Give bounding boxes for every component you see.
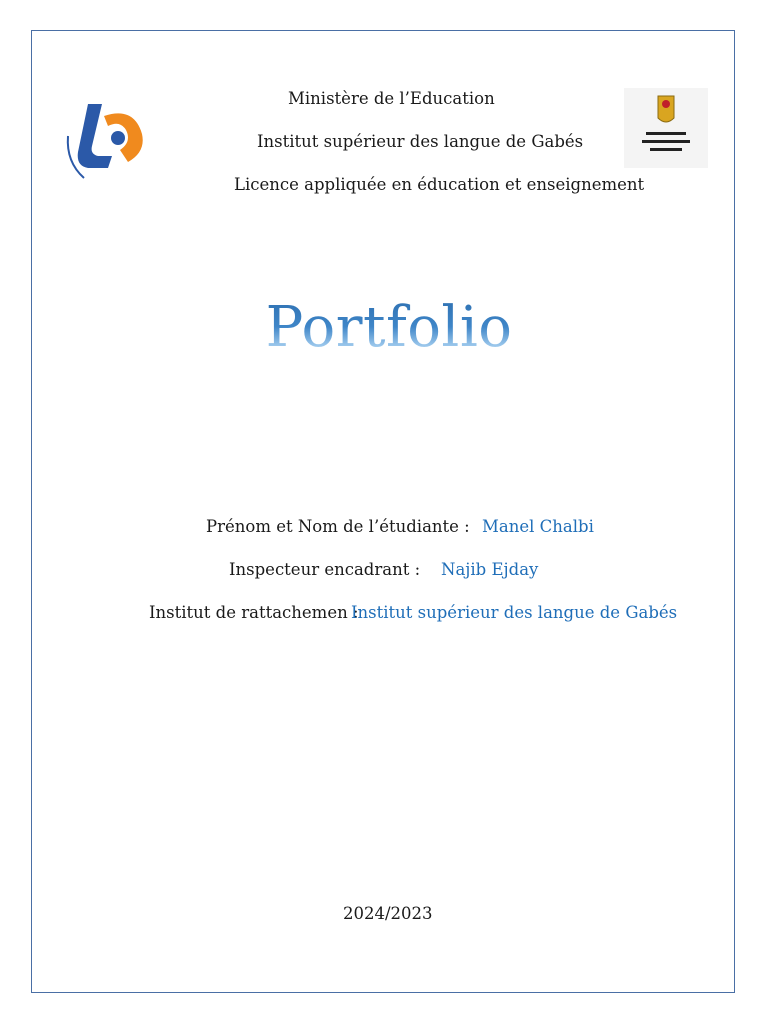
institute-value: Institut supérieur des langue de Gabés	[351, 603, 678, 622]
institute-name: Institut supérieur des langue de Gabés	[257, 132, 584, 151]
portfolio-title: Portfolio	[0, 296, 768, 360]
ministry-name: Ministère de l’Education	[288, 89, 495, 108]
student-name: Manel Chalbi	[482, 517, 594, 536]
university-logo	[62, 100, 148, 190]
academic-year: 2024/2023	[343, 904, 433, 923]
student-label: Prénom et Nom de l’étudiante :	[206, 517, 470, 536]
ministry-emblem	[624, 88, 708, 168]
inspector-name: Najib Ejday	[441, 560, 539, 579]
inspector-label: Inspecteur encadrant :	[229, 560, 421, 579]
program-name: Licence appliquée en éducation et enseignement	[234, 175, 645, 194]
institute-label: Institut de rattachemen :	[149, 603, 359, 622]
